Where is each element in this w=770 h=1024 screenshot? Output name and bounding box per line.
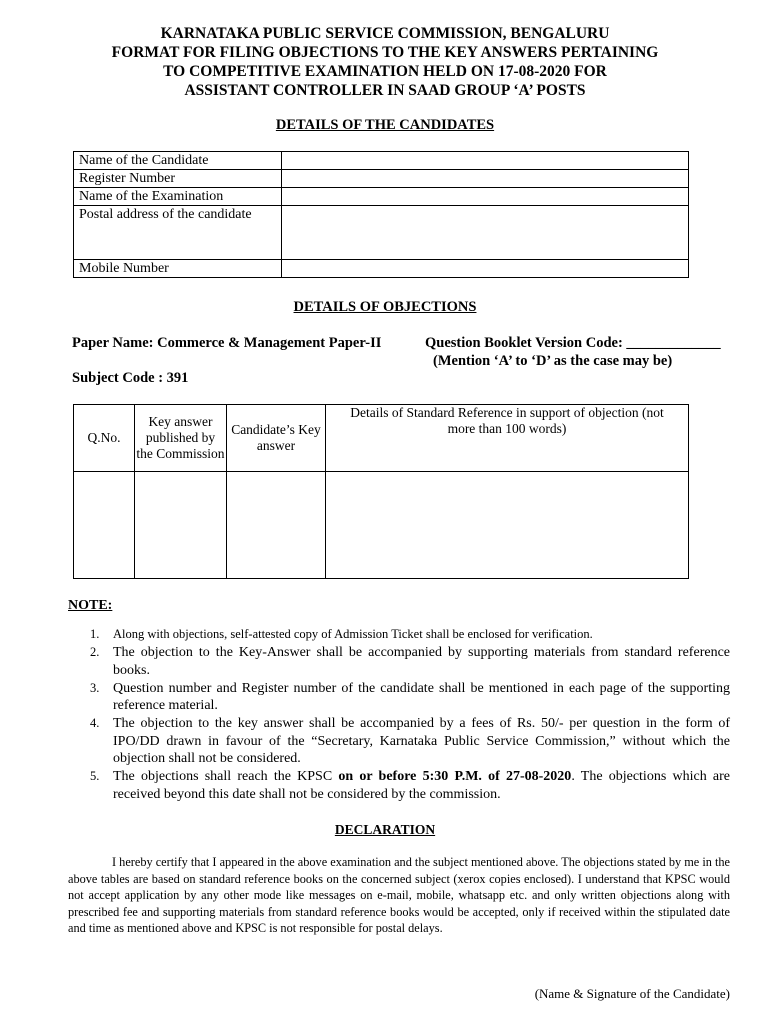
field-label-name: Name of the Candidate: [74, 152, 282, 170]
declaration-text: I hereby certify that I appeared in the above examination and the subject mentioned above. The objections stated by me in the above tables are based on standard reference books on the concerned subject (xerox copies enclosed). I understand that KPSC would not accept application by any other mode like messages on e-mail, mobile, whatsapp etc. and only written objections along with prescribed fee and supporting materials from standard reference books would be accepted, only if received within the stipulated date and time as mentioned above and KPSC is not responsible for postal delays.: [68, 855, 730, 935]
item-number: 3.: [90, 680, 100, 695]
title-line: ASSISTANT CONTROLLER IN SAAD GROUP ‘A’ POSTS: [184, 82, 586, 99]
field-label-register-number: Register Number: [74, 170, 282, 188]
postal-address-field[interactable]: [282, 206, 689, 260]
qno-cell[interactable]: [74, 472, 135, 579]
note-text: The objections shall reach the KPSC: [113, 769, 339, 784]
item-number: 1.: [90, 627, 100, 641]
note-heading: NOTE:: [68, 598, 113, 613]
examination-name-field[interactable]: [282, 188, 689, 206]
list-item: [84, 715, 730, 768]
title-line: KARNATAKA PUBLIC SERVICE COMMISSION, BENGALURU: [160, 25, 610, 42]
table-row: [74, 472, 689, 579]
table-row: [74, 170, 689, 188]
booklet-version-code: Question Booklet Version Code: _____________: [425, 335, 721, 351]
list-item: [84, 680, 730, 715]
objections-table: [73, 404, 689, 579]
list-item: [84, 768, 730, 803]
notes-list: [84, 626, 730, 804]
register-number-field[interactable]: [282, 170, 689, 188]
item-number: 5.: [90, 769, 100, 783]
item-number: 4.: [90, 716, 100, 730]
reference-cell[interactable]: [326, 472, 689, 579]
note-text: Question number and Register number of the candidate shall be mentioned in each page of the supporting reference material.: [113, 680, 730, 713]
list-item: [84, 644, 730, 679]
document-title: [0, 24, 770, 100]
objections-heading: DETAILS OF OBJECTIONS: [293, 299, 477, 315]
candidate-name-field[interactable]: [282, 152, 689, 170]
item-number: 2.: [90, 645, 100, 659]
signature-line: (Name & Signature of the Candidate): [534, 986, 730, 1001]
field-label-mobile: Mobile Number: [74, 260, 282, 278]
candidate-answer-cell[interactable]: [227, 472, 326, 579]
table-header-row: [74, 405, 689, 472]
title-line: TO COMPETITIVE EXAMINATION HELD ON 17-08-2020 FOR: [163, 63, 607, 80]
field-label-postal-address: Postal address of the candidate: [74, 206, 282, 260]
table-row: [74, 260, 689, 278]
table-row: [74, 152, 689, 170]
list-item: [84, 626, 730, 644]
note-text: Along with objections, self-attested copy of Admission Ticket shall be enclosed for verification.: [113, 627, 593, 641]
column-header-qno: Q.No.: [74, 405, 135, 472]
field-label-examination: Name of the Examination: [74, 188, 282, 206]
booklet-version-note: (Mention ‘A’ to ‘D’ as the case may be): [433, 353, 673, 369]
candidates-heading: DETAILS OF THE CANDIDATES: [275, 117, 495, 133]
note-text: The objection to the key answer shall be accompanied by a fees of Rs. 50/- per question in the form of IPO/DD drawn in favour of the “Secretary, Karnataka Public Service Commission,” without which the objection shall not be considered.: [113, 716, 730, 766]
paper-name: Paper Name: Commerce & Management Paper-II: [72, 335, 382, 351]
declaration-heading: DECLARATION: [334, 822, 436, 837]
deadline-text: on or before 5:30 P.M. of 27-08-2020: [338, 769, 572, 784]
key-answer-cell[interactable]: [135, 472, 227, 579]
mobile-number-field[interactable]: [282, 260, 689, 278]
table-row: [74, 188, 689, 206]
note-text: The objection to the Key-Answer shall be accompanied by supporting materials from standard reference books.: [113, 645, 730, 678]
note-text: . The objections which are received beyond this date shall not be considered by the commission.: [113, 769, 730, 802]
subject-code: Subject Code : 391: [72, 370, 189, 386]
table-row: [74, 206, 689, 260]
candidate-details-table: [73, 151, 689, 278]
title-line: FORMAT FOR FILING OBJECTIONS TO THE KEY ANSWERS PERTAINING: [111, 44, 659, 61]
column-header-key-answer: Key answer published by the Commission: [135, 405, 227, 472]
column-header-candidate-answer: Candidate’s Key answer: [227, 405, 326, 472]
column-header-reference: Details of Standard Reference in support of objection (not more than 100 words): [326, 405, 689, 472]
